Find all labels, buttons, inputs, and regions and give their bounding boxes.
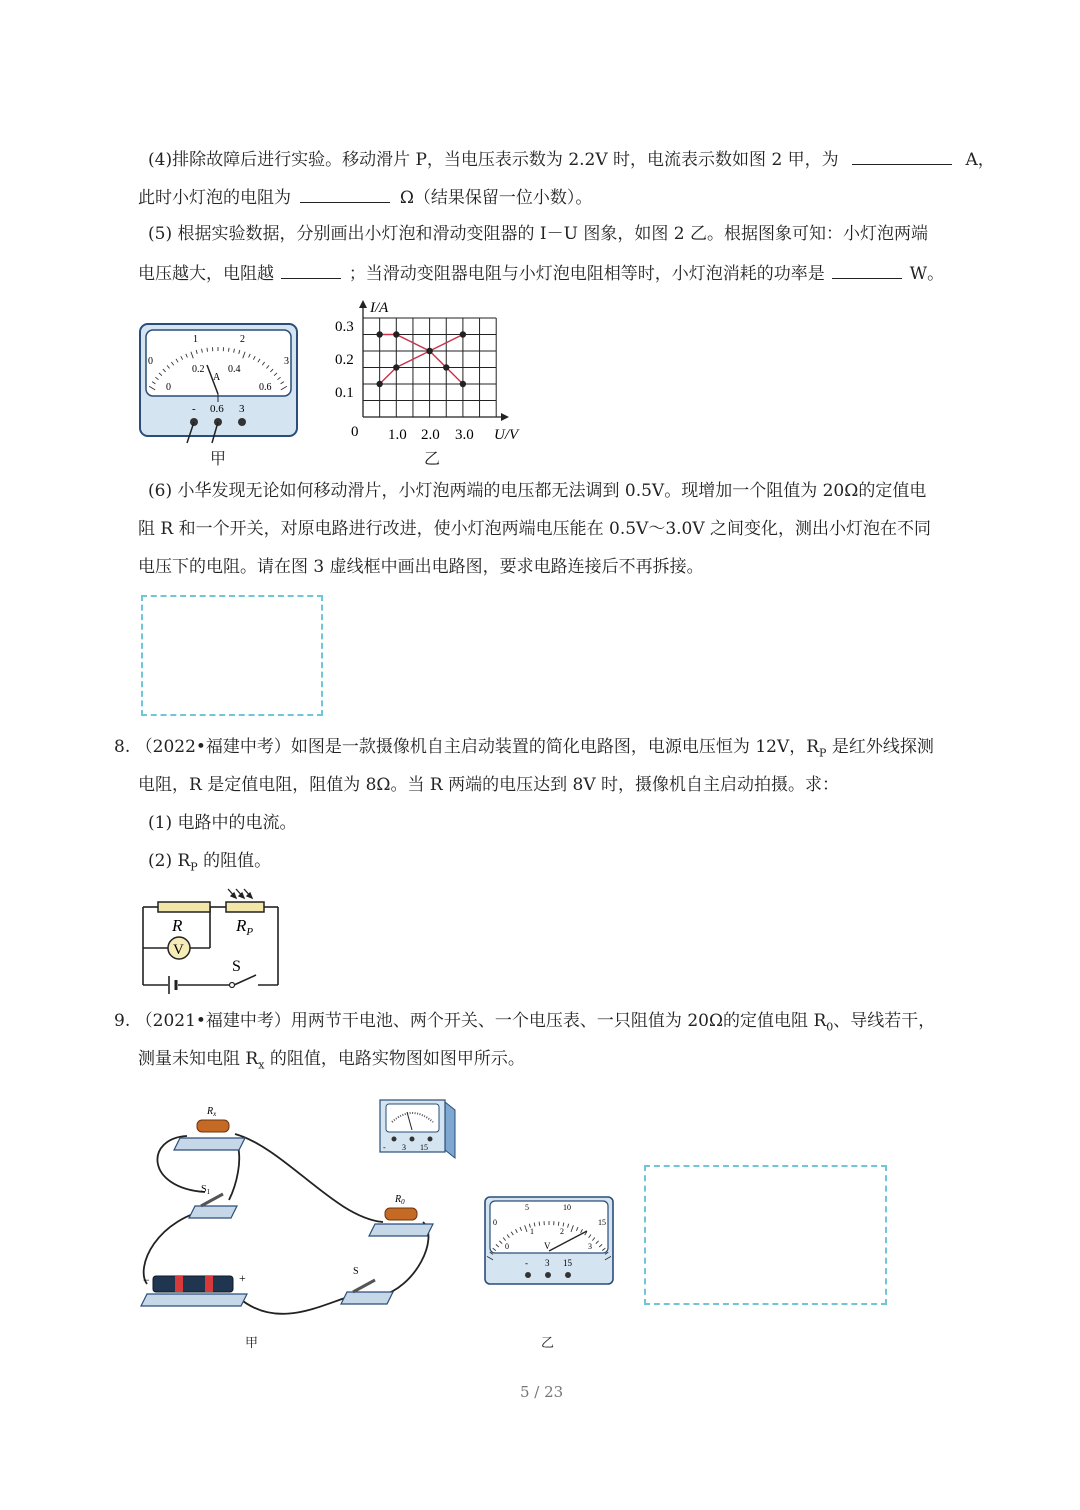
iu-series-line-2 (380, 335, 463, 385)
iu-series-line-1 (380, 335, 463, 385)
q9-small-meter-t3: 15 (420, 1143, 428, 1152)
q9-small-meter-post-1 (392, 1137, 397, 1142)
q7-part6-line3 (138, 555, 704, 579)
iu-xtick-2.0: 2.0 (421, 427, 440, 443)
ammeter-top-0: 0 (148, 356, 153, 367)
q8-resistor-r (158, 902, 210, 912)
iu-ytick-0.1: 0.1 (335, 385, 354, 401)
q9-battery-minus: − (143, 1273, 150, 1287)
q7-part6-line1 (148, 479, 926, 503)
page-number: 5 / 23 (520, 1383, 564, 1401)
meter-tick (539, 1222, 540, 1226)
q9-rx-label: $R_x$ (207, 1106, 217, 1118)
q9-text-1b: 、导线若干， (833, 1011, 936, 1031)
iu-ytick-0.3: 0.3 (335, 319, 354, 335)
q8-text-4b: 的阻值。 (197, 851, 272, 871)
q9-text-1a: 9. （2021•福建中考）用两节干电池、两个开关、一个电压表、一只阻值为 20Ω的定值电阻 R (114, 1011, 827, 1031)
q8-voltmeter-label: V (173, 942, 184, 958)
q8-label-s: S (232, 958, 241, 975)
voltmeter-bottom-0: 0 (505, 1242, 509, 1251)
voltmeter-top-0: 0 (493, 1218, 497, 1227)
q8-switch-contact (230, 983, 235, 988)
iu-data-point (426, 348, 432, 354)
q8-label-r: R (172, 916, 183, 935)
q7-part5-text-b: 电压越大，电阻越 (138, 264, 274, 284)
q7-part6-line2 (138, 517, 931, 541)
voltmeter-bottom-2: 2 (560, 1227, 564, 1236)
answer-blank-current[interactable] (852, 146, 952, 165)
q9-wire-battery-s (239, 1298, 345, 1314)
q7-part4-text-b: A， (965, 150, 995, 170)
q9-text-2-sub: x (258, 1058, 265, 1072)
iu-data-point (443, 364, 449, 370)
q9-s1-lever (201, 1194, 223, 1206)
q9-small-meter-t1: - (383, 1143, 386, 1152)
q8-text-2: 电阻，R 是定值电阻，阻值为 8Ω。当 R 两端的电压达到 8V 时，摄像机自主启动拍摄。求： (138, 775, 840, 795)
q9-physical-circuit (135, 1098, 470, 1320)
q7-part6-text-b: 阻 R 和一个开关，对原电路进行改进，使小灯泡两端电压能在 0.5V～3.0V 之间变化，测出小灯泡在不同 (138, 519, 932, 539)
iu-data-point (460, 381, 466, 387)
figure-caption-yi-1: 乙 (424, 449, 441, 468)
ammeter-bottom-0: 0 (166, 382, 171, 393)
q7-part4-text-c: 此时小灯泡的电阻为 (138, 188, 291, 208)
q7-part5-text-a: (5) 根据实验数据，分别画出小灯泡和滑动变阻器的 I－U 图象，如图 2 乙。根据图象可知：小灯泡两端 (148, 224, 928, 244)
q8-line1 (114, 735, 934, 765)
iu-xtick-3.0: 3.0 (455, 427, 474, 443)
q9-r0-label: $R_0$ (395, 1194, 405, 1206)
q8-line3 (148, 811, 296, 835)
iu-x-arrow (501, 413, 509, 421)
q8-infrared-arrows-icon (228, 889, 252, 898)
q9-s1-label: $S_1$ (201, 1184, 211, 1196)
q7-part5-line2 (138, 260, 944, 286)
figure-caption-jia-1: 甲 (210, 449, 227, 468)
q9-small-meter-t2: 3 (402, 1143, 406, 1152)
q8-text-1: 8. （2022•福建中考）如图是一款摄像机自主启动装置的简化电路图，电源电压恒为 12V，R (114, 737, 820, 757)
iu-graph-grid (363, 318, 496, 417)
ammeter-bottom-3: 0.6 (259, 382, 272, 393)
iu-data-point (376, 381, 382, 387)
q8-resistor-rp (226, 902, 264, 912)
voltmeter-post-3 (565, 1272, 571, 1278)
q9-rx-board (174, 1138, 245, 1150)
q9-text-1-sub: 0 (826, 1020, 834, 1034)
ammeter-top-2: 2 (240, 334, 245, 345)
q9-small-meter-dial (386, 1104, 439, 1132)
answer-blank-resistance[interactable] (300, 184, 390, 203)
meter-tick (207, 348, 208, 352)
q7-part5-text-c: ；当滑动变阻器电阻与小灯泡电阻相等时，小灯泡消耗的功率是 (348, 264, 825, 284)
q9-wire-rx-r0 (235, 1134, 383, 1222)
meter-tick (558, 1222, 559, 1226)
voltmeter-bottom-1: 1 (530, 1227, 534, 1236)
q9-battery-band-2 (205, 1276, 213, 1292)
q7-part4-line1 (148, 146, 995, 172)
voltmeter-bottom-3: 3 (588, 1242, 592, 1251)
q8-text-1-sub: P (819, 746, 827, 760)
q7-part5-text-d: W。 (909, 264, 945, 284)
drawing-box-q9[interactable] (644, 1165, 887, 1305)
q9-s1-board (189, 1206, 237, 1218)
figure-caption-jia-2: 甲 (245, 1336, 259, 1351)
iu-data-point (460, 331, 466, 337)
q7-part5-line1 (148, 222, 928, 246)
q8-circuit-diagram (138, 885, 283, 995)
q7-part6-text-a: (6) 小华发现无论如何移动滑片，小灯泡两端的电压都无法调到 0.5V。现增加一个阻值为 20Ω的定值电 (148, 481, 927, 501)
q9-text-2b: 的阻值，电路实物图如图甲所示。 (264, 1049, 525, 1069)
ammeter-top-3: 3 (284, 356, 289, 367)
q9-line2 (138, 1047, 525, 1077)
ammeter-unit: A (213, 372, 221, 383)
ammeter-top-1: 1 (193, 334, 198, 345)
q7-part6-text-c: 电压下的电阻。请在图 3 虚线框中画出电路图，要求电路连接后不再拆接。 (138, 557, 704, 577)
voltmeter-post-2 (545, 1272, 551, 1278)
q9-small-meter-post-2 (410, 1137, 415, 1142)
ammeter-terminal-post-3 (238, 418, 246, 426)
q9-line1 (114, 1009, 935, 1039)
iu-xlabel: U/V (494, 427, 519, 443)
iu-ylabel: I/A (370, 300, 389, 316)
q9-battery-cell (153, 1276, 233, 1292)
q9-small-meter-post-3 (428, 1137, 433, 1142)
iu-xtick-1.0: 1.0 (388, 427, 407, 443)
ammeter-terminal-0.6: 0.6 (210, 403, 224, 415)
q9-s-label: S (353, 1266, 359, 1277)
q9-s-board (341, 1292, 393, 1304)
ammeter-terminal-3: 3 (239, 403, 245, 415)
voltmeter-post-1 (525, 1272, 531, 1278)
iu-origin: 0 (351, 424, 359, 440)
q8-text-4a: (2) R (148, 851, 191, 871)
q9-s-lever (353, 1280, 375, 1292)
figure-caption-yi-2: 乙 (541, 1336, 555, 1351)
q9-wire-s1-battery (144, 1208, 215, 1284)
iu-series-group (376, 331, 466, 387)
q9-battery-band-1 (175, 1276, 183, 1292)
q8-line4 (148, 849, 271, 879)
voltmeter-terminal-3: 3 (545, 1258, 550, 1268)
voltmeter-unit: V (544, 1241, 551, 1251)
q9-r0-resistor (385, 1208, 417, 1220)
voltmeter-top-10: 10 (563, 1203, 571, 1212)
q7-part4-text-a: (4)排除故障后进行实验。移动滑片 P，当电压表示数为 2.2V 时，电流表示数如图 2 甲，为 (148, 150, 839, 170)
q8-line2 (138, 773, 839, 797)
iu-data-point (393, 331, 399, 337)
q9-battery-board (141, 1294, 247, 1306)
q8-label-rp: $R_P$ (236, 916, 254, 938)
voltmeter-top-15: 15 (598, 1218, 606, 1227)
q9-text-2a: 测量未知电阻 R (138, 1049, 259, 1069)
iu-y-arrow (359, 300, 367, 308)
ammeter-figure (138, 322, 303, 447)
q7-part4-text-d: Ω（结果保留一位小数）。 (399, 188, 593, 208)
iu-graph (325, 296, 535, 446)
q8-text-4-sub: P (190, 860, 198, 874)
q9-small-meter-side (445, 1102, 455, 1158)
q9-battery-plus: + (239, 1271, 246, 1285)
q8-text-1-end: 是红外线探测 (826, 737, 934, 757)
q7-part4-line2 (138, 184, 592, 210)
drawing-box-figure3[interactable] (141, 595, 323, 716)
q9-rx-resistor (197, 1120, 229, 1132)
iu-ytick-0.2: 0.2 (335, 352, 354, 368)
answer-blank-power[interactable] (832, 260, 902, 279)
voltmeter-top-5: 5 (525, 1203, 529, 1212)
voltmeter-terminal-minus: - (525, 1258, 528, 1268)
ammeter-terminal-minus: - (192, 403, 196, 415)
ammeter-bottom-2: 0.4 (228, 364, 241, 375)
ammeter-bottom-1: 0.2 (192, 364, 205, 375)
answer-blank-trend[interactable] (281, 260, 341, 279)
q9-voltmeter-figure (483, 1195, 616, 1287)
iu-data-point (393, 364, 399, 370)
iu-data-point (376, 331, 382, 337)
meter-tick (228, 348, 229, 352)
q8-text-3: (1) 电路中的电流。 (148, 813, 297, 833)
q9-r0-board (369, 1224, 433, 1236)
voltmeter-terminal-15: 15 (563, 1258, 572, 1268)
q8-switch-lever (234, 975, 256, 985)
